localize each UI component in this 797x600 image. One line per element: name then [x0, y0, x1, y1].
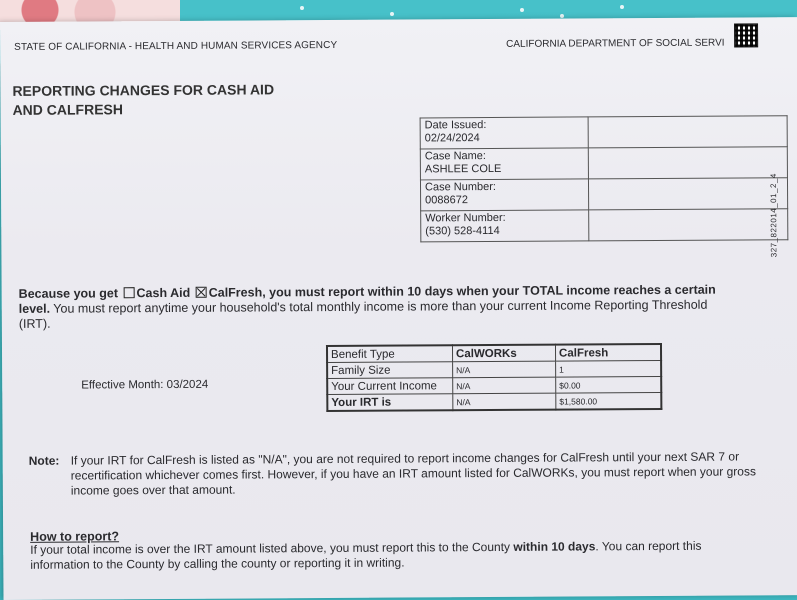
title-line-1: REPORTING CHANGES FOR CASH AID: [12, 81, 275, 99]
cash-aid-checkbox: [123, 287, 134, 298]
cell-value: (530) 528-4114: [425, 224, 500, 238]
sparkle: [520, 8, 524, 12]
table-row: [327, 392, 661, 411]
table-row: [421, 209, 788, 242]
case-name-cell: [420, 148, 588, 180]
calworks-value: N/A: [453, 361, 556, 378]
calfresh-value: $0.00: [556, 376, 662, 393]
reporting-requirement-paragraph: [19, 282, 739, 331]
row-label: Your Current Income: [327, 378, 453, 395]
irt-explanation: You must report anytime your household's total monthly income is more than your current Income Reporting Threshold (IRT).: [18, 297, 708, 331]
effective-month: Effective Month: 03/2024: [81, 378, 209, 392]
calworks-value: N/A: [453, 393, 556, 410]
blank-cell: [589, 209, 788, 241]
cell-label: Date Issued:: [424, 119, 487, 132]
table-row: [420, 147, 787, 180]
cell-value: 0088672: [425, 194, 468, 207]
text-segment: If your total income is over the IRT amount listed above, you must report this to the County: [30, 539, 511, 557]
note-text: If your IRT for CalFresh is listed as "N/A", you are not required to report income changes for CalFresh until your next SAR 7 or recertification whichever comes first. However, if you have an IRT amount listed for CalWORKs, you must report when your gross income goes over that amount.: [70, 449, 756, 498]
calfresh-value: $1,580.00: [556, 392, 662, 409]
row-label: Your IRT is: [327, 394, 453, 411]
case-info-table: [420, 115, 789, 242]
cell-value: 02/24/2024: [424, 132, 480, 145]
blank-cell: [588, 147, 787, 179]
sparkle: [560, 14, 564, 18]
intro-text: Because you get: [18, 286, 119, 301]
qr-code-icon: [734, 23, 758, 47]
cell-label: Worker Number:: [425, 211, 506, 225]
row-label: Family Size: [327, 362, 453, 379]
cash-aid-label: Cash Aid: [136, 285, 191, 301]
sparkle: [390, 12, 394, 16]
table-header-row: [327, 344, 661, 363]
calfresh-value: 1: [556, 360, 662, 377]
form-code: 327_822014_01_2_4: [768, 173, 779, 258]
agency-header: STATE OF CALIFORNIA - HEALTH AND HUMAN SERVICES AGENCY: [14, 39, 338, 53]
header-cell: Benefit Type: [327, 345, 453, 362]
how-to-report-heading: How to report?: [30, 529, 120, 544]
document-title: [12, 80, 274, 120]
text-segment: . You can report this information to the County by calling the county or reporting it in writing.: [30, 538, 702, 572]
blank-cell: [588, 116, 787, 148]
note-label: Note:: [28, 453, 60, 468]
department-header: CALIFORNIA DEPARTMENT OF SOCIAL SERVI: [506, 37, 725, 50]
cell-label: Case Number:: [424, 180, 496, 194]
note-section: [28, 449, 756, 498]
title-line-2: AND CALFRESH: [12, 101, 124, 118]
sparkle: [300, 6, 304, 10]
cell-value: ASHLEE COLE: [424, 162, 502, 176]
case-number-cell: [420, 179, 588, 211]
date-issued-cell: [420, 117, 588, 149]
header-cell: CalWORKs: [452, 345, 555, 362]
table-row: [420, 116, 787, 149]
blank-cell: [588, 178, 787, 210]
sparkle: [620, 5, 624, 9]
table-row: [420, 178, 787, 211]
cell-label: Case Name:: [424, 150, 487, 163]
header-cell: CalFresh: [555, 344, 661, 361]
document-page: [0, 17, 797, 600]
calfresh-requirement: CalFresh, you must report within 10 days when your TOTAL income reaches a certain level.: [18, 282, 716, 316]
calfresh-checkbox: [196, 287, 207, 298]
worker-number-cell: [421, 210, 589, 242]
how-to-report-text: [30, 538, 750, 572]
calworks-value: N/A: [453, 377, 556, 394]
irt-table: [326, 343, 662, 412]
deadline-text: within 10 days: [513, 539, 596, 554]
